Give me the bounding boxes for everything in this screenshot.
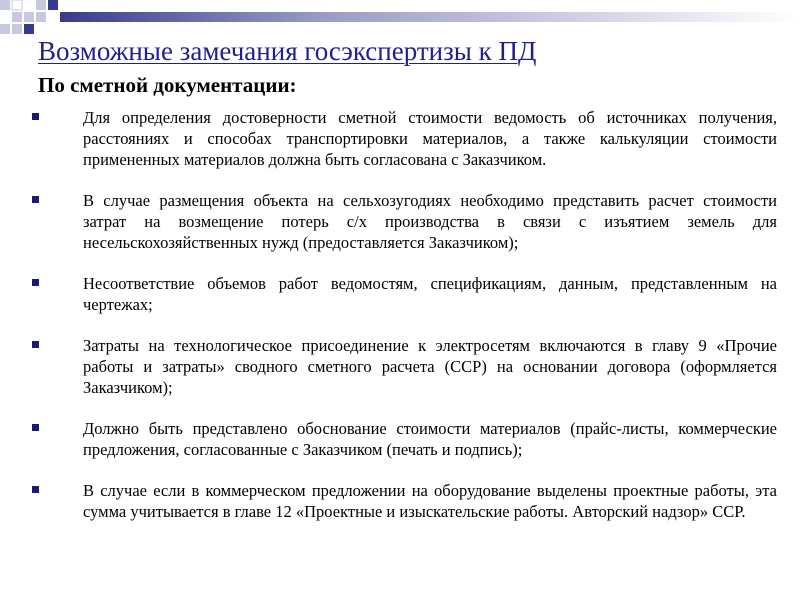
section-subtitle: По сметной документации: [38,73,297,97]
list-item [0,190,800,253]
list-item-text: Затраты на технологическое присоединение к электросетям включаются в главу 9 «Прочие работы и затраты» сводного сметного расчета (ССР) на основании договора (оформляется Заказчиком); [83,336,777,397]
list-item-text: Должно быть представлено обоснование стоимости материалов (прайс-листы, коммерческие предложения, согласованные с Заказчиком (печать и подпись); [83,419,777,459]
list-item [0,273,800,315]
square-bullet-icon [32,341,39,348]
square-bullet-icon [32,196,39,203]
square-bullet-icon [32,113,39,120]
list-item [0,418,800,460]
list-item [0,107,800,170]
list-item-text: В случае размещения объекта на сельхозугодиях необходимо представить расчет стоимости затрат на возмещение потерь с/х производства в связи с изъятием земель для несельскохозяйственных нужд (предоставляется Заказчиком); [83,191,777,252]
slide-title: Возможные замечания госэкспертизы к ПД [38,36,537,66]
list-item [0,335,800,398]
remarks-list [0,107,800,542]
list-item-text: В случае если в коммерческом предложении на оборудование выделены проектные работы, эта сумма учитывается в главе 12 «Проектные и изыскательские работы. Авторский надзор» ССР. [83,481,777,521]
list-item-text: Для определения достоверности сметной стоимости ведомость об источниках получения, расстояниях и способах транспортировки материалов, а также калькуляции стоимости примененных материалов должна быть согласована с Заказчиком. [83,108,777,169]
square-bullet-icon [32,279,39,286]
square-bullet-icon [32,424,39,431]
list-item-text: Несоответствие объемов работ ведомостям, спецификациям, данным, представленным на чертежах; [83,274,777,314]
square-bullet-icon [32,486,39,493]
list-item [0,480,800,522]
